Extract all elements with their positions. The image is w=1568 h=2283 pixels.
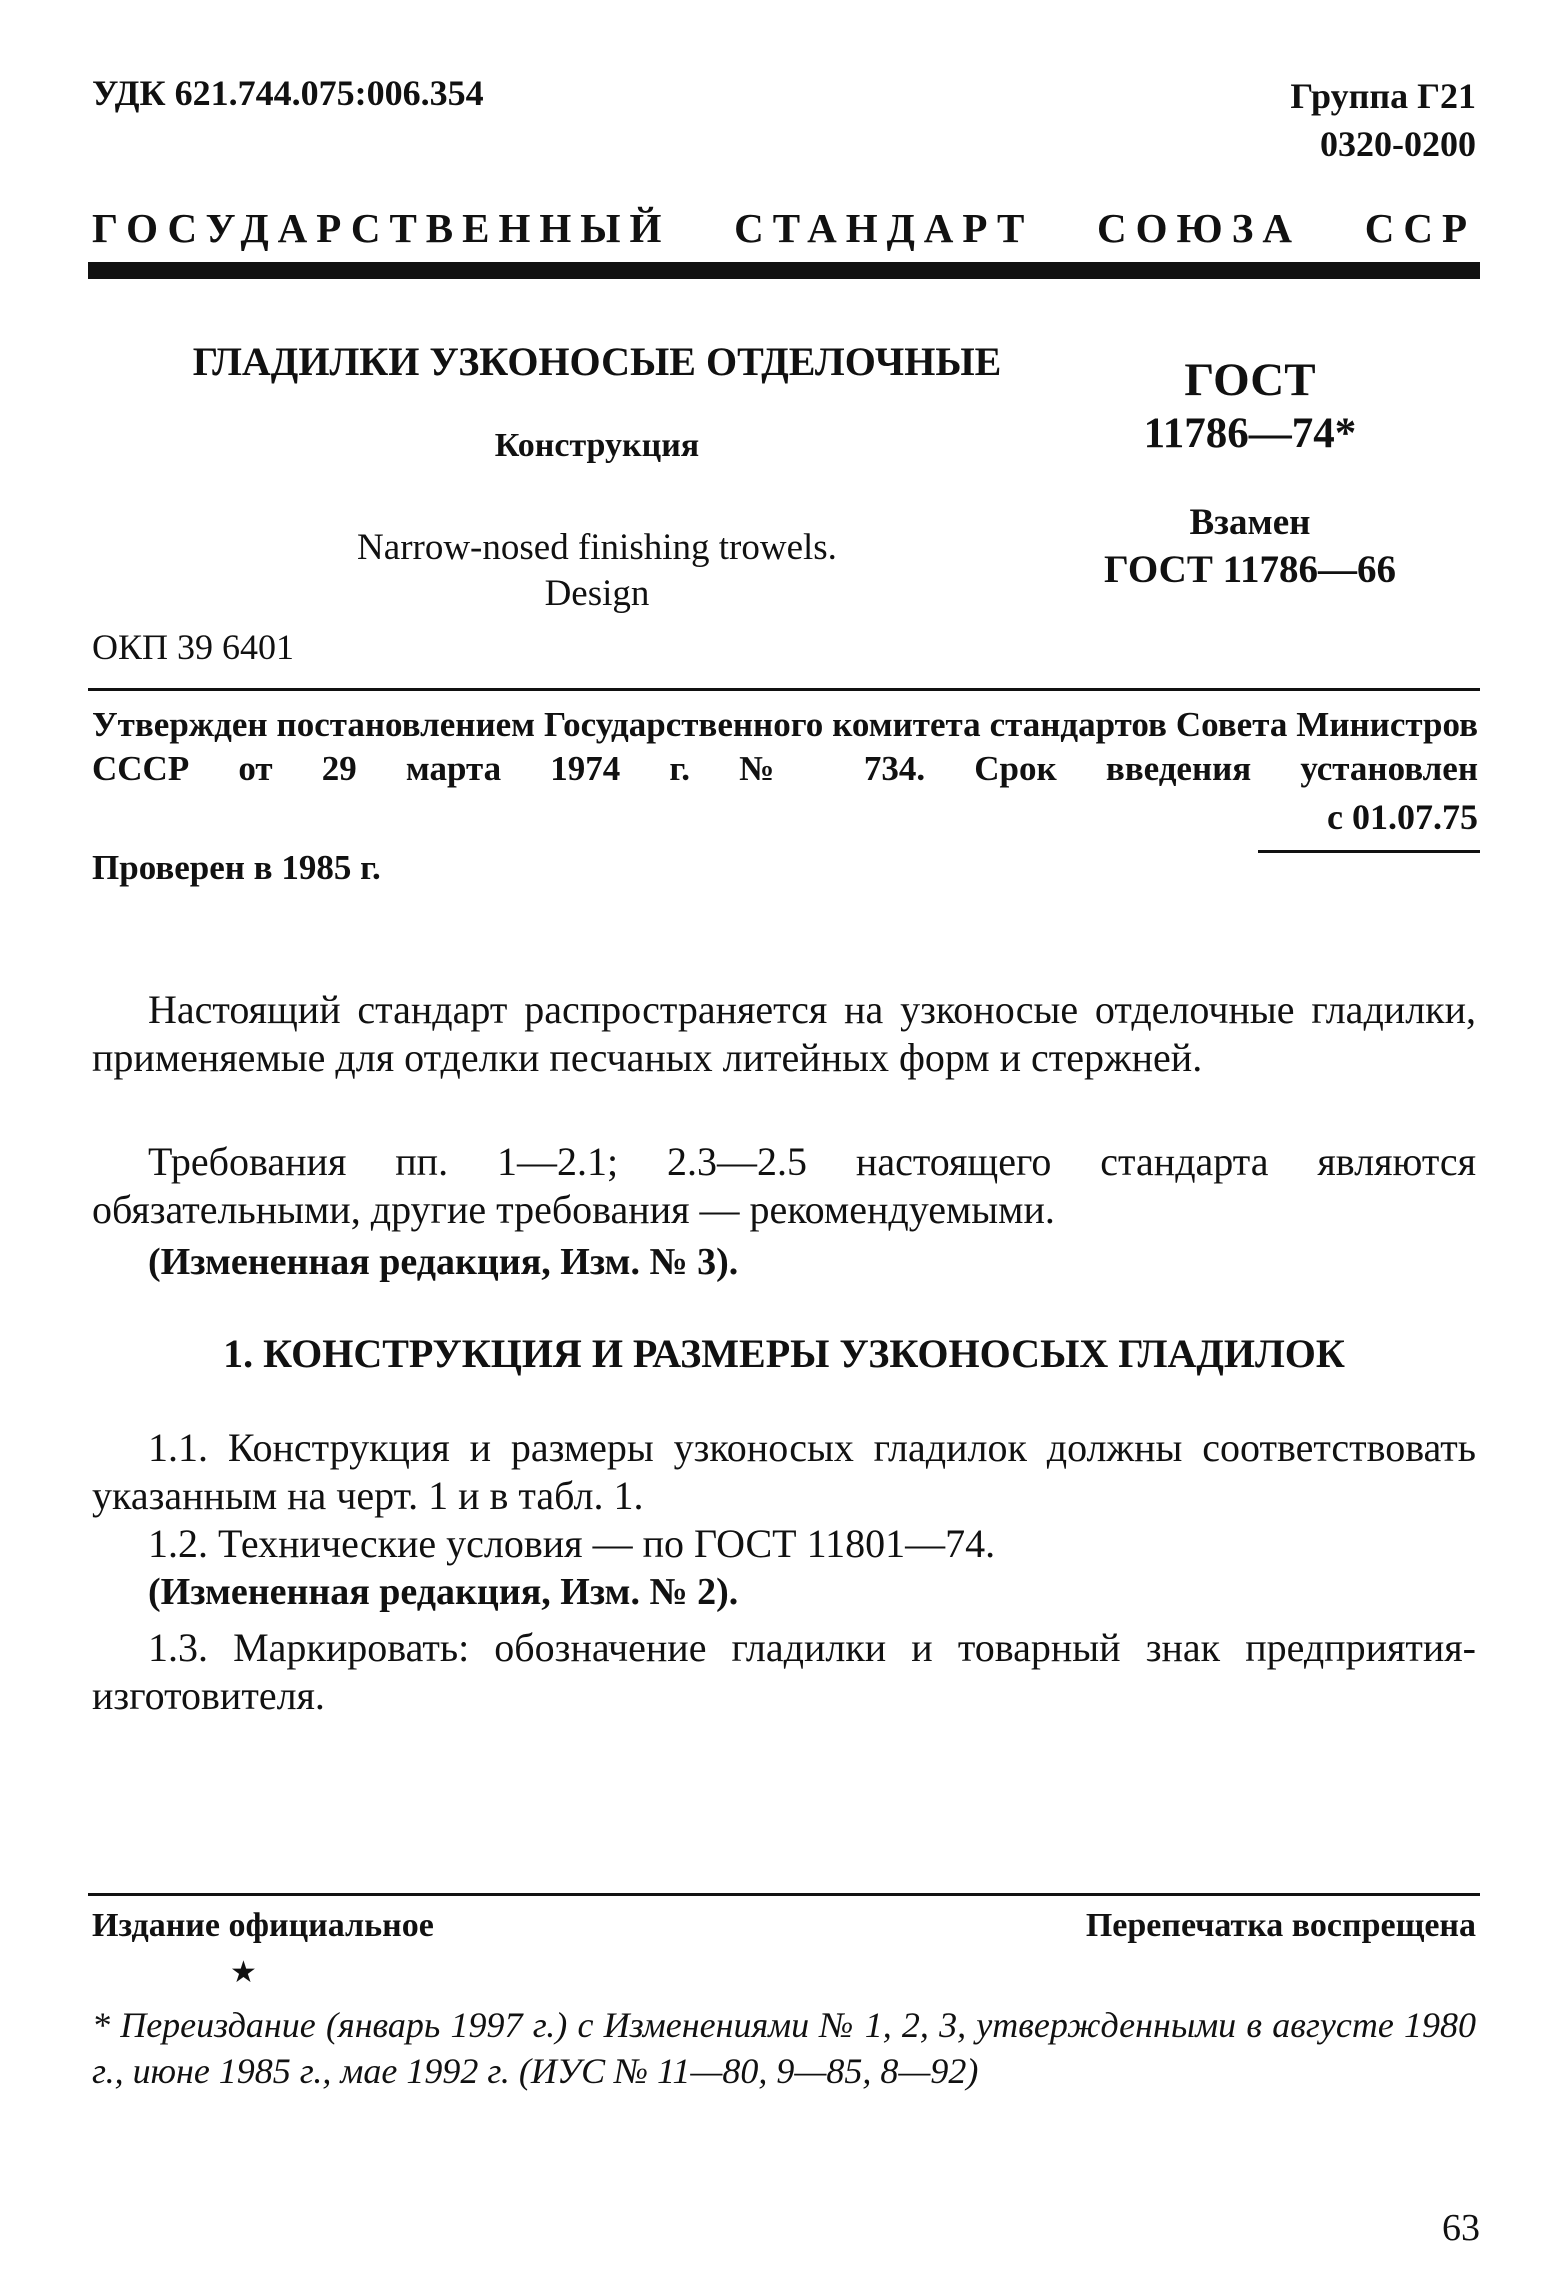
title-divider	[88, 688, 1480, 691]
clause-1-1: 1.1. Конструкция и размеры узконосых гладилок должны соответствовать указанным на черт. 1 и в табл. 1.	[92, 1425, 1476, 1518]
udk-code: УДК 621.744.075:006.354	[92, 73, 484, 113]
requirements-paragraph: Требования пп. 1—2.1; 2.3—2.5 настоящего стандарта являются обязательными, другие требования — рекомендуемыми.	[92, 1139, 1476, 1232]
state-standard-heading: ГОСУДАРСТВЕННЫЙ СТАНДАРТ СОЮЗА ССР	[92, 205, 1476, 251]
scope-paragraph: Настоящий стандарт распространяется на узконосые отделочные гладилки, применяемые для отделки песчаных литейных форм и стержней.	[92, 987, 1476, 1080]
section-1-title: 1. КОНСТРУКЦИЯ И РАЗМЕРЫ УЗКОНОСЫХ ГЛАДИЛОК	[223, 1331, 1345, 1376]
english-title	[92, 525, 1102, 617]
approval-date: с 01.07.75	[1327, 797, 1478, 837]
reprint-prohibited: Перепечатка воспрещена	[1085, 1907, 1476, 1944]
reissue-footnote: * Переиздание (январь 1997 г.) с Изменениями № 1, 2, 3, утвержденными в августе 1980 г., июне 1985 г., мае 1992 г. (ИУС № 11—80, 9—85, 8—92)	[92, 2005, 1476, 2091]
replaces-number: ГОСТ 11786—66	[1104, 548, 1396, 591]
gost-block	[1070, 352, 1430, 594]
approval-text: Утвержден постановлением Государственного комитета стандартов Совета Министров СССР от 29 марта 1974 г. № 734. Срок введения установлен	[92, 705, 1478, 788]
official-edition: Издание официальное	[92, 1907, 434, 1944]
approval-date-underline	[1258, 850, 1480, 853]
english-title-line1: Narrow-nosed finishing trowels.	[357, 527, 837, 568]
okp-code: ОКП 39 6401	[92, 627, 295, 667]
standard-title: ГЛАДИЛКИ УЗКОНОСЫЕ ОТДЕЛОЧНЫЕ	[192, 339, 1002, 384]
gost-number: 11786—74*	[1143, 410, 1357, 457]
clause-1-3: 1.3. Маркировать: обозначение гладилки и товарный знак предприятия-изготовителя.	[92, 1625, 1476, 1718]
amendment-note-3: (Измененная редакция, Изм. № 3).	[148, 1241, 739, 1283]
replaces-label: Взамен	[1189, 502, 1311, 543]
classification-code: 0320-0200	[1320, 124, 1476, 164]
star-icon: ★	[230, 1956, 257, 1989]
checked-year: Проверен в 1985 г.	[92, 848, 381, 887]
clause-1-2: 1.2. Технические условия — по ГОСТ 11801—74.	[148, 1521, 996, 1566]
title-block	[92, 338, 1102, 617]
heading-thick-rule	[88, 262, 1480, 279]
standard-subtitle: Конструкция	[494, 427, 700, 464]
group-label: Группа Г21	[1290, 76, 1476, 116]
footer-divider	[88, 1893, 1480, 1896]
page-number: 63	[1442, 2207, 1480, 2249]
group-block	[1290, 72, 1476, 168]
english-title-line2: Design	[544, 573, 650, 614]
amendment-note-2: (Измененная редакция, Изм. № 2).	[148, 1571, 739, 1613]
gost-label: ГОСТ	[1184, 354, 1316, 406]
